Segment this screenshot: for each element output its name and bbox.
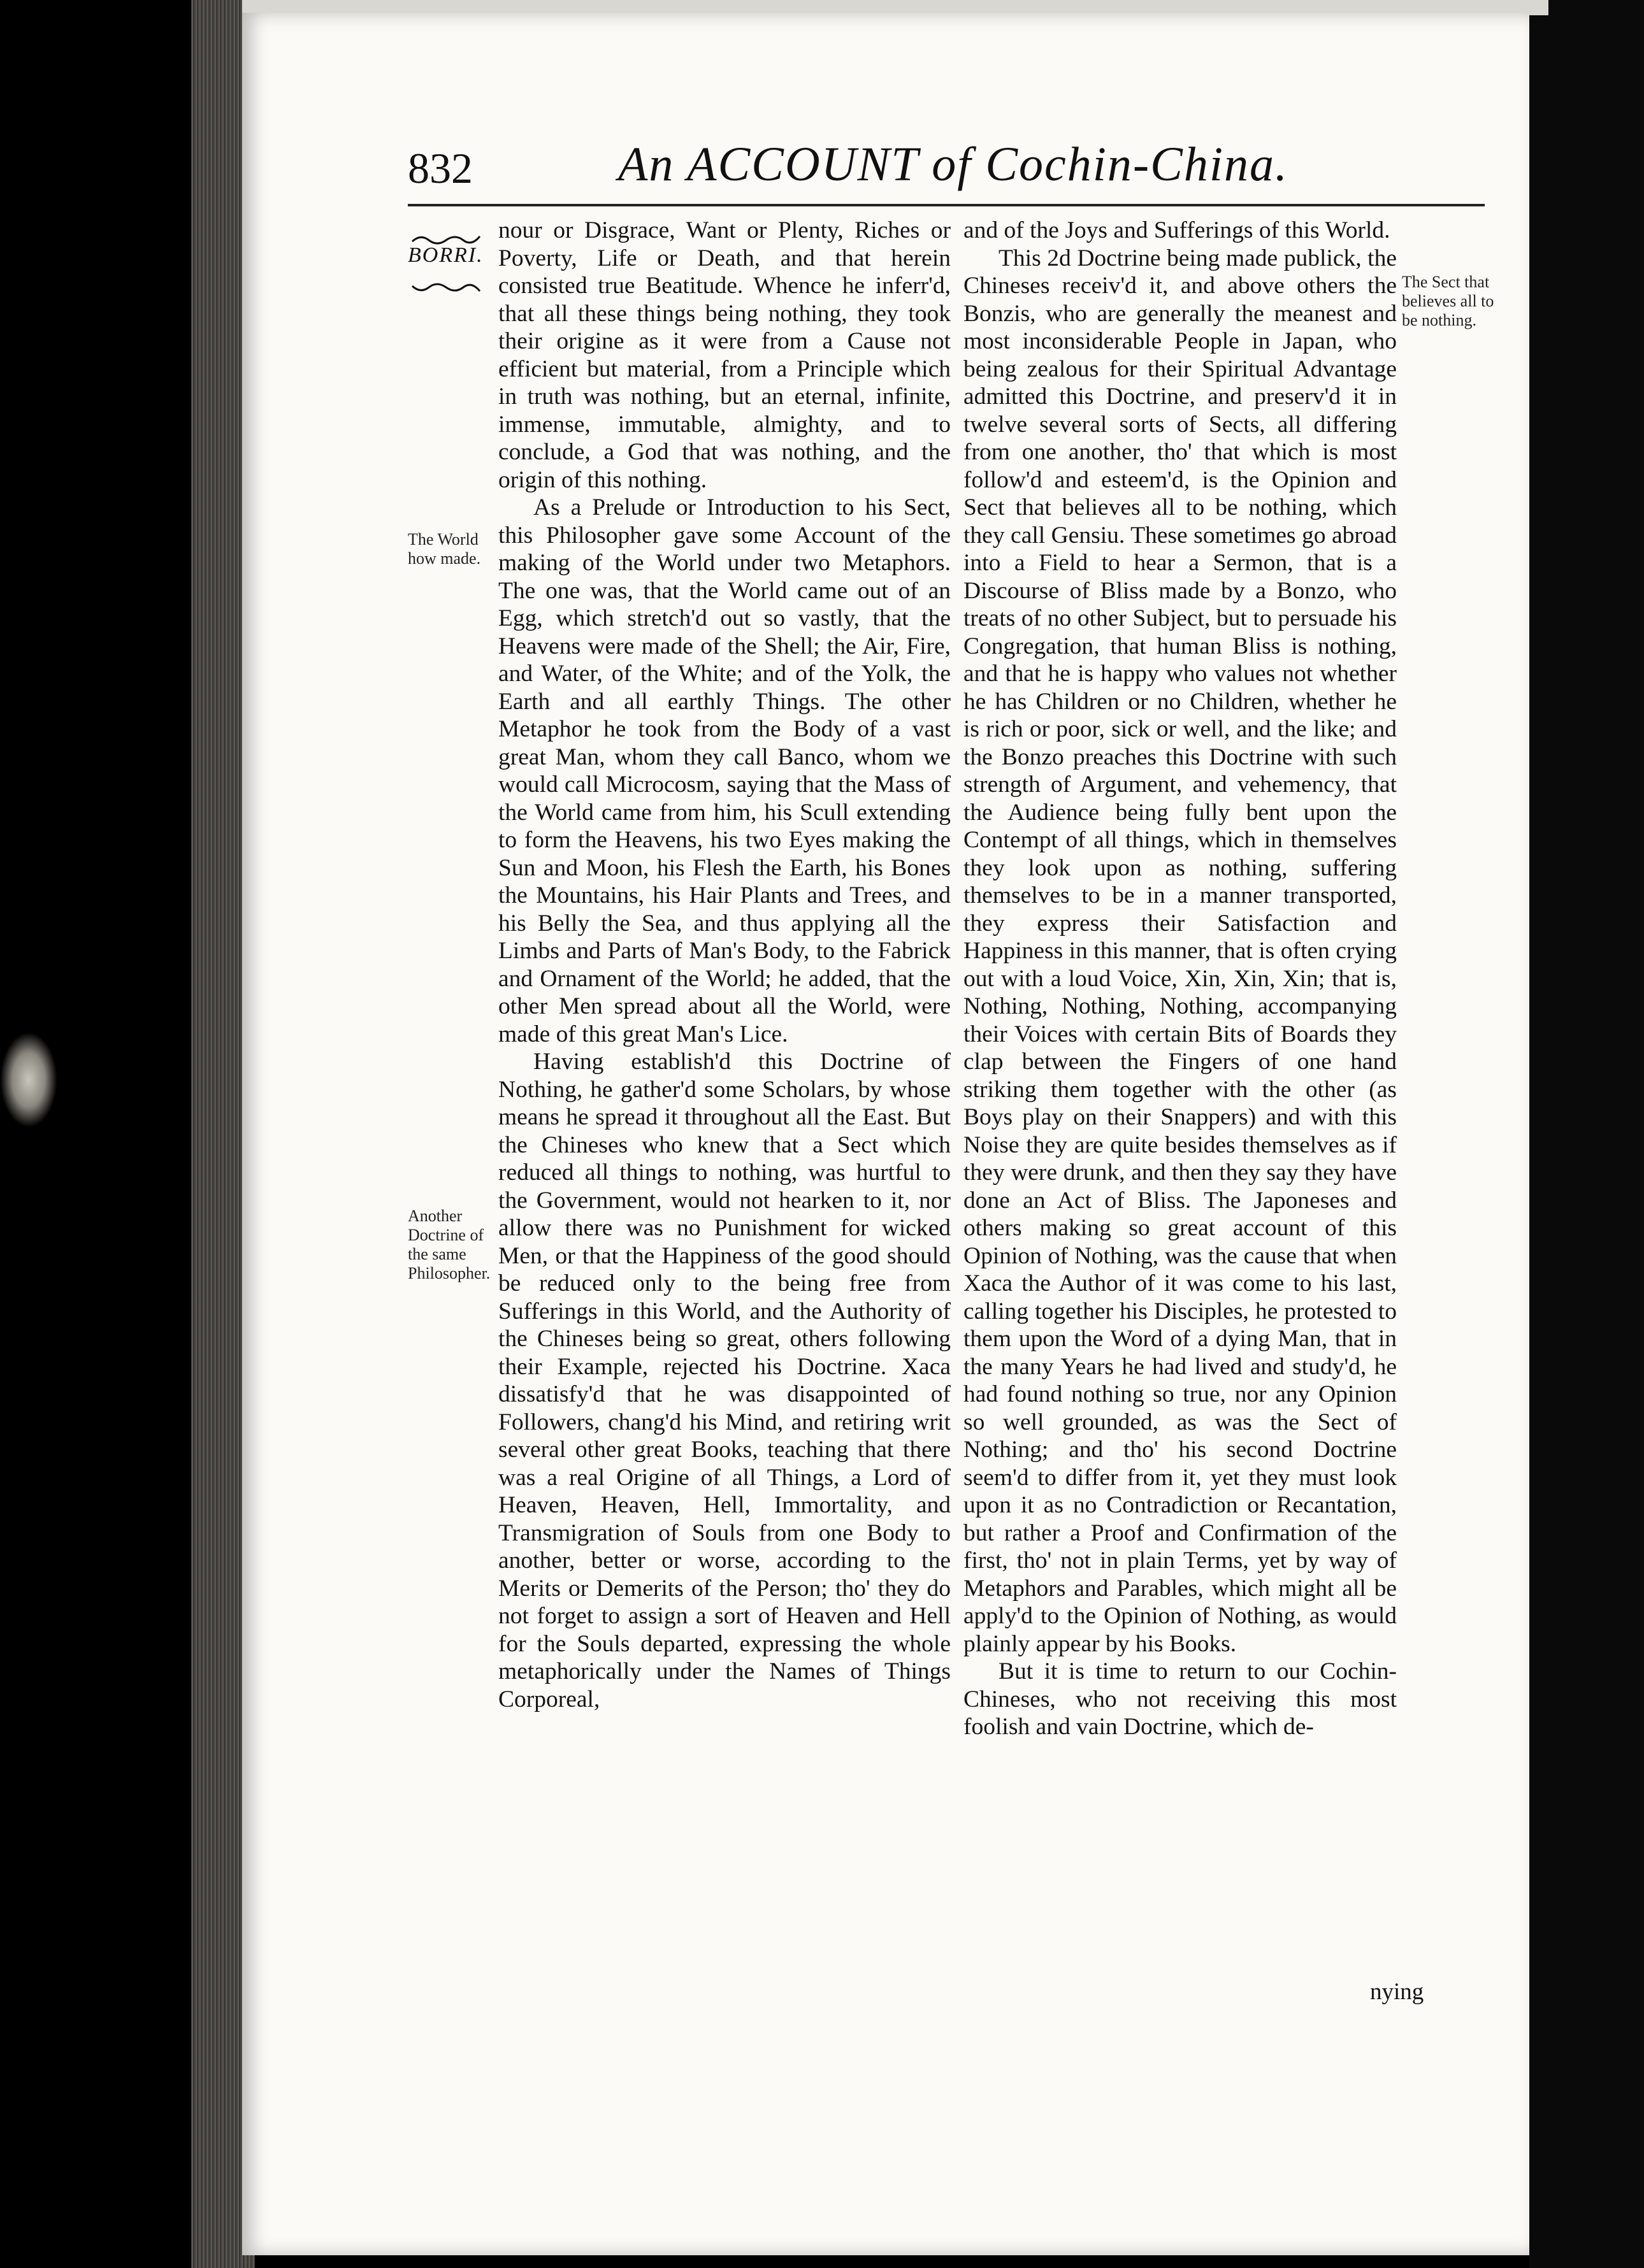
margin-note-world: The World how made.: [408, 530, 481, 568]
paragraph: nour or Disgrace, Want or Plenty, Riches or Poverty, Life or Death, and that herein consisted true Beatitude. Whence he inferr'd, that all these things being nothing, they took their origine as it were from a Cause not efficient but material, from a Principle which in truth was nothing, but an eternal, infinite, immense, immutable, almighty, and to conclude, a God that was nothing, and the origin of this nothing.: [498, 217, 951, 493]
paragraph: But it is time to return to our Cochin-Chineses, who not receiving this most foolish and vain Doctrine, which de-: [963, 1658, 1397, 1740]
paragraph: Having establish'd this Doctrine of Nothing, he gather'd some Scholars, by whose means he spread it throughout all the East. But the Chineses who knew that a Sect which reduced all things to nothing, was hurtful to the Government, would not hearken to it, nor allow there was no Punishment for wicked Men, or that the Happiness of the good should be reduced only to the being free from Sufferings in this World, and the Authority of the Chineses being so great, others following their Example, rejected his Doctrine. Xaca dissatisfy'd that he was disappointed of Followers, chang'd his Mind, and retiring writ several other great Books, teaching that there was a real Origine of all Things, a Lord of Heaven, Heaven, Hell, Immortality, and Transmigration of Souls from one Body to another, better or worse, according to the Merits or Demerits of the Person; tho' they do not forget to assign a sort of Heaven and Hell for the Souls departed, expressing the whole metaphorically under the Names of Things Corporeal,: [498, 1049, 951, 1712]
paragraph: As a Prelude or Introduction to his Sect, this Philosopher gave some Account of the making of the World under two Metaphors. The one was, that the World came out of an Egg, which stretch'd out so vastly, that the Heavens were made of the Shell; the Air, Fire, and Water, of the White; and of the Yolk, the Earth and all earthly Things. The other Metaphor he took from the Body of a vast great Man, whom they call Banco, whom we would call Microcosm, saying that the Mass of the World came from him, his Scull extending to form the Heavens, his two Eyes making the Sun and Moon, his Flesh the Earth, his Bones the Mountains, his Hair Plants and Trees, and his Belly the Sea, and thus applying all the Limbs and Parts of Man's Body, to the Fabrick and Ornament of the World; he added, that the other Men spread about all the World, were made of this great Man's Lice.: [498, 494, 951, 1047]
margin-note-doctrine: Another Doctrine of the same Philosopher.: [408, 1207, 491, 1282]
running-head: [408, 137, 1485, 213]
ornament-bottom: [411, 280, 481, 293]
margin-note-sect: The Sect that believes all to be nothing.: [1402, 273, 1494, 329]
paragraph: This 2d Doctrine being made publick, the Chineses receiv'd it, and above others the Bonzis, who are generally the meanest and most inconsiderable People in Japan, who being zealous for their Spiritual Advantage admitted this Doctrine, and preserv'd it in twelve several sorts of Sects, all differing from one another, tho' that which is most follow'd and esteem'd, is the Opinion and Sect that believes all to be nothing, which they call Gensiu. These sometimes go abroad into a Field to hear a Sermon, that is a Discourse of Bliss made by a Bonzo, who treats of no other Subject, but to persuade his Congregation, that human Bliss is nothing, and that he is happy who values not whether he has Children or no Children, whether he is rich or poor, sick or well, and the like; and the Bonzo preaches this Doctrine with such strength of Argument, and vehemency, that the Audience being fully bent upon the Contempt of all things, which in themselves they look upon as nothing, suffering themselves to be in a manner transported, they express their Satisfaction and Happiness in this manner, that is often crying out with a loud Voice, Xin, Xin, Xin; that is, Nothing, Nothing, Nothing, accompanying their Voices with certain Bits of Boards they clap between the Fingers of one hand striking them together with the other (as Boys play on their Snappers) and with this Noise they are quite besides themselves as if they were drunk, and then they say they have done an Act of Bliss. The Japoneses and others making so great account of this Opinion of Nothing, was the cause that when Xaca the Author of it was come to his last, calling together his Disciples, he protested to them upon the Word of a dying Man, that in the many Years he had lived and study'd, he had found nothing so true, nor any Opinion so well grounded, as was the Sect of Nothing; and tho' his second Doctrine seem'd to differ from it, yet they must look upon it as no Contradiction or Recantation, but rather a Proof and Confirmation of the first, tho' not in plain Terms, yet by way of Metaphors and Parables, which might all be apply'd to the Opinion of Nothing, as would plainly appear by his Books.: [963, 245, 1397, 1657]
author-marginal: BORRI.: [408, 243, 484, 267]
left-column: [498, 217, 951, 1713]
catchword: nying: [1370, 1979, 1424, 2005]
ornament-top: [411, 231, 481, 243]
header-rule: [408, 204, 1485, 206]
paragraph: and of the Joys and Sufferings of this World.: [963, 217, 1390, 243]
scan-artifact: [0, 1032, 57, 1128]
right-column: [963, 217, 1397, 1741]
page-title: An ACCOUNT of Cochin-China.: [618, 138, 1288, 191]
page-number: 832: [408, 144, 473, 192]
scan-background-right: [1529, 0, 1644, 2268]
